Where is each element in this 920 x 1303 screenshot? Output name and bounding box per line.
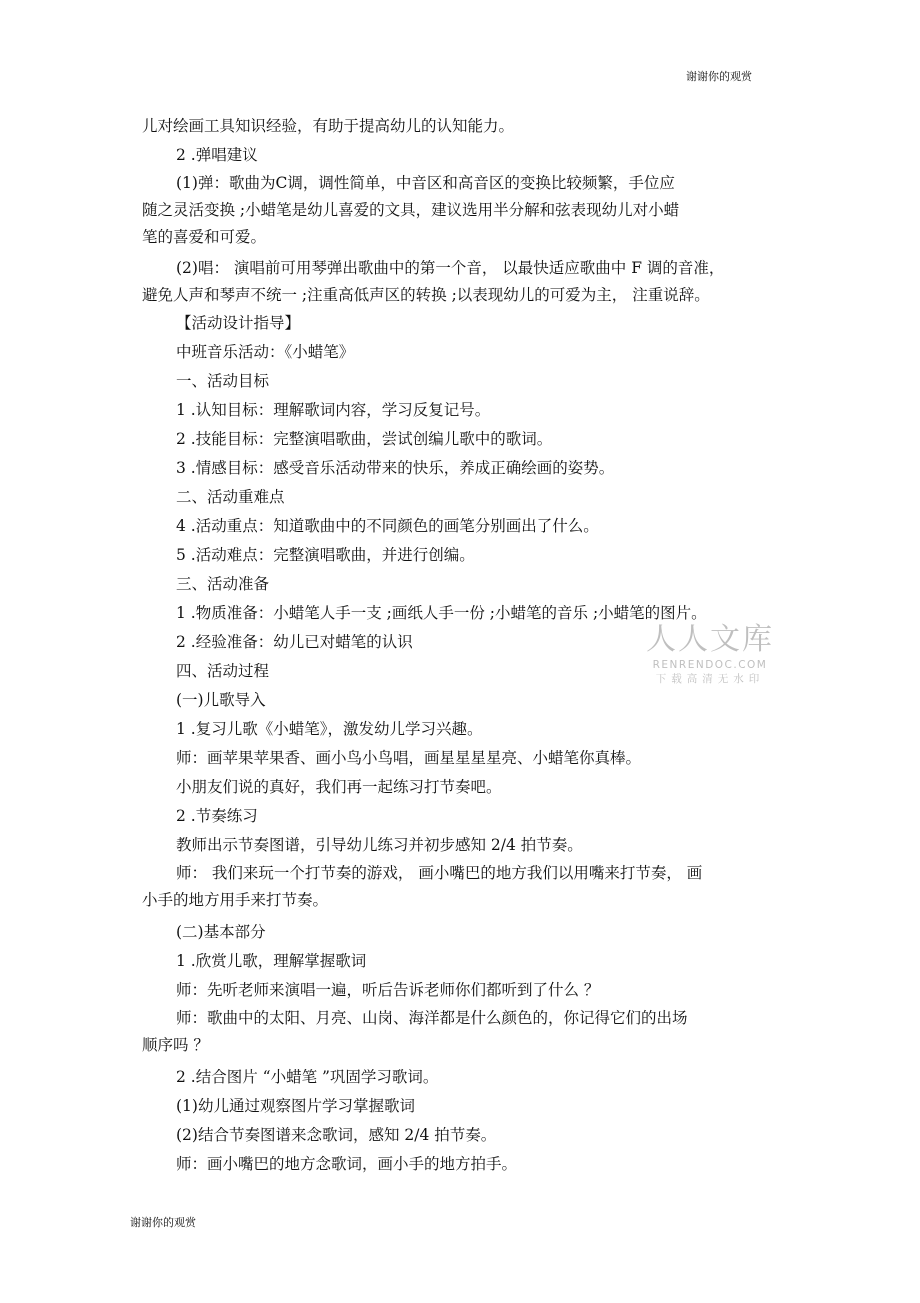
section-heading: 【活动设计指导】 [176,314,301,332]
list-item: (1)幼儿通过观察图片学习掌握歌词 [176,1097,415,1115]
section-heading: (二)基本部分 [176,923,266,941]
list-item: 5 .活动难点：完整演唱歌曲，并进行创编。 [176,546,475,564]
paragraph-line: 师：画苹果苹果香、画小鸟小鸟唱，画星星星星亮、小蜡笔你真棒。 [176,749,642,767]
paragraph-line: (2)唱： 演唱前可用琴弹出歌曲中的第一个音， 以最快适应歌曲中 F 调的音准， [176,259,725,277]
list-item: 1 .复习儿歌《小蜡笔》，激发幼儿学习兴趣。 [176,720,483,738]
paragraph-line: 师： 我们来玩一个打节奏的游戏， 画小嘴巴的地方我们以用嘴来打节奏， 画 [176,864,703,882]
section-heading: (一)儿歌导入 [176,691,266,709]
watermark-site: RENRENDOC.COM [652,659,768,671]
list-item: 2 .节奏练习 [176,807,258,825]
list-item: 4 .活动重点：知道歌曲中的不同颜色的画笔分别画出了什么。 [176,517,599,535]
list-item: (2)结合节奏图谱来念歌词，感知 2/4 拍节奏。 [176,1126,497,1144]
paragraph-line: 笔的喜爱和可爱。 [142,228,267,246]
section-heading: 三、活动准备 [176,575,270,593]
list-item: 1 .物质准备：小蜡笔人手一支 ;画纸人手一份 ;小蜡笔的音乐 ;小蜡笔的图片。 [176,604,707,622]
paragraph-line: 小朋友们说的真好，我们再一起练习打节奏吧。 [176,778,502,796]
list-item: 2 .结合图片 “小蜡笔 ”巩固学习歌词。 [176,1068,439,1086]
paragraph-line: 避免人声和琴声不统一 ;注重高低声区的转换 ;以表现幼儿的可爱为主， 注重说辞。 [142,286,710,304]
watermark-subtitle: 下载高清无水印 [655,673,765,685]
paragraph-line: 师：画小嘴巴的地方念歌词，画小手的地方拍手。 [176,1155,518,1173]
section-heading: 一、活动目标 [176,372,270,390]
list-item: 3 .情感目标：感受音乐活动带来的快乐，养成正确绘画的姿势。 [176,459,615,477]
list-item: 1 .欣赏儿歌，理解掌握歌词 [176,952,367,970]
paragraph-line: (1)弹：歌曲为C调，调性简单，中音区和高音区的变换比较频繁，手位应 [176,174,675,192]
paragraph-line: 随之灵活变换 ;小蜡笔是幼儿喜爱的文具，建议选用半分解和弦表现幼儿对小蜡 [142,201,680,219]
paragraph-line: 师：先听老师来演唱一遍，听后告诉老师你们都听到了什么 ？ [176,981,600,999]
activity-title: 中班音乐活动：《小蜡笔》 [176,343,355,361]
section-heading: 2 .弹唱建议 [176,146,258,164]
paragraph-line: 教师出示节奏图谱，引导幼儿练习并初步感知 2/4 拍节奏。 [176,836,583,854]
watermark-title: 人人文库 [646,622,774,657]
page-footer: 谢谢你的观赏 [130,1216,196,1229]
list-item: 2 .技能目标：完整演唱歌曲，尝试创编儿歌中的歌词。 [176,430,553,448]
section-heading: 二、活动重难点 [176,488,285,506]
page-header: 谢谢你的观赏 [686,70,752,83]
text-line: 儿对绘画工具知识经验，有助于提高幼儿的认知能力。 [142,117,515,135]
paragraph-line: 顺序吗 ？ [142,1036,209,1054]
paragraph-line: 小手的地方用手来打节奏。 [142,891,329,909]
section-heading: 四、活动过程 [176,662,270,680]
list-item: 2 .经验准备：幼儿已对蜡笔的认识 [176,633,413,651]
list-item: 1 .认知目标：理解歌词内容，学习反复记号。 [176,401,491,419]
paragraph-line: 师：歌曲中的太阳、月亮、山岗、海洋都是什么颜色的，你记得它们的出场 [176,1009,688,1027]
watermark-logo [646,622,774,686]
